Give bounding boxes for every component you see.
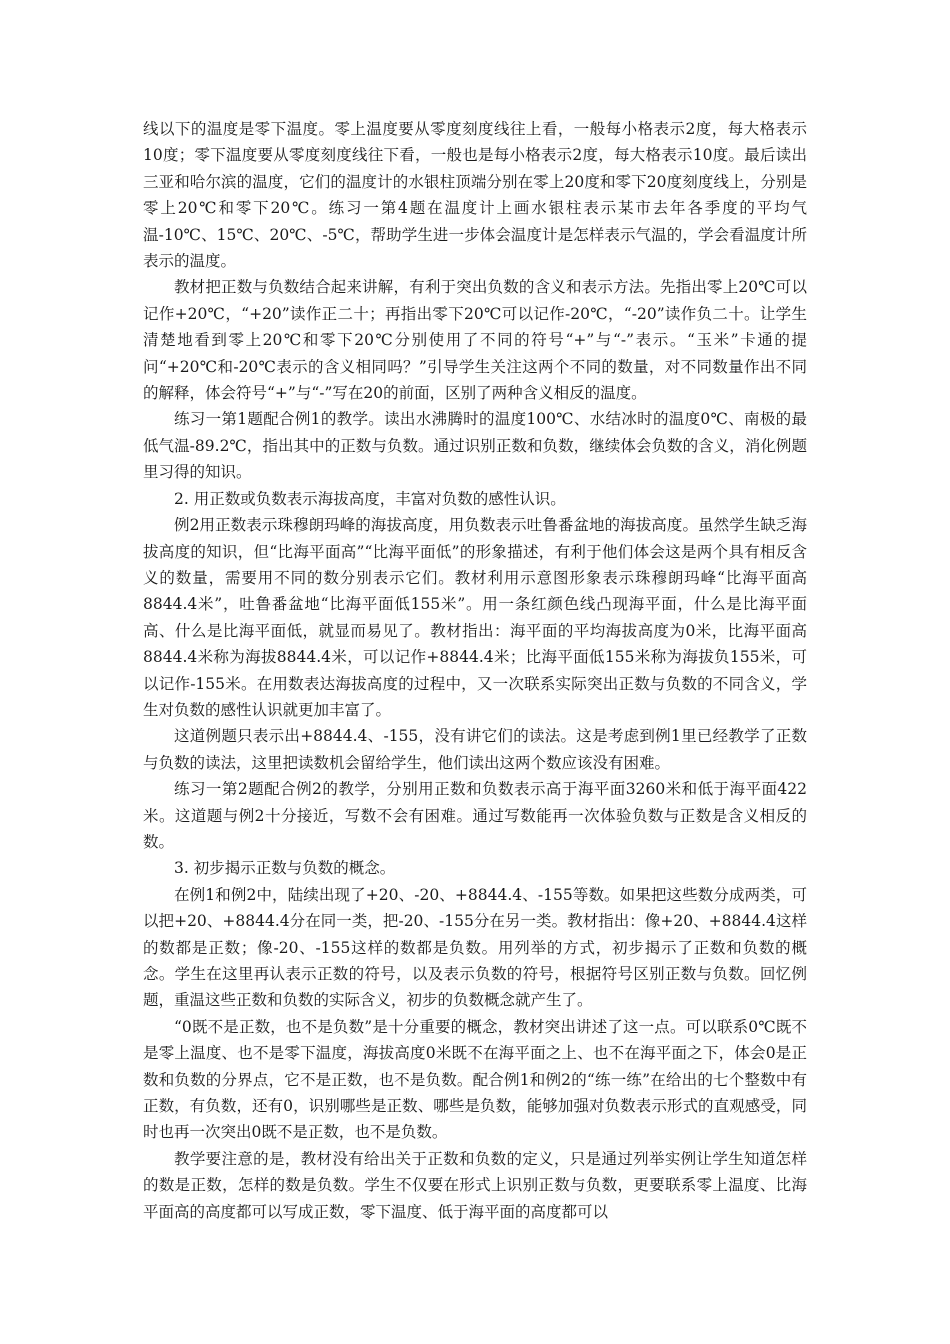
paragraph-positive-negative-intro: 教材把正数与负数结合起来讲解，有利于突出负数的含义和表示方法。先指出零上20℃可以记作+20℃，“+20”读作正二十；再指出零下20℃可以记作-20℃，“-20”读作负二十。让学生清楚地看到零上20℃和零下20℃分别使用了不同的符号“+”与“-”表示。“玉米”卡通的提问“+20℃和-20℃表示的含义相同吗？”引导学生关注这两个不同的数量，对不同数量作出不同的解释，体会符号“+”与“-”写在20的前面，区别了两种含义相反的温度。: [143, 278, 807, 403]
paragraph-thermometer-reading: 线以下的温度是零下温度。零上温度要从零度刻度线往上看，一般每小格表示2度，每大格表示10度；零下温度要从零度刻度线往下看，一般也是每小格表示2度，每大格表示10度。最后读出三亚和哈尔滨的温度，它们的温度计的水银柱顶端分别在零上20度和零下20度刻度线上，分别是零上20℃和零下20℃。练习一第4题在温度计上画水银柱表示某市去年各季度的平均气温-10℃、15℃、20℃、-5℃，帮助学生进一步体会温度计是怎样表示气温的，学会看温度计所表示的温度。: [143, 120, 807, 271]
section-heading-concept: 3. 初步揭示正数与负数的概念。: [174, 859, 396, 878]
paragraph-reading-numbers: 这道例题只表示出+8844.4、-155，没有讲它们的读法。这是考虑到例1里已经教学了正数与负数的读法，这里把读数机会留给学生，他们读出这两个数应该没有困难。: [143, 727, 807, 772]
document-page: [143, 116, 807, 1225]
paragraph-exercise-2: 练习一第2题配合例2的教学，分别用正数和负数表示高于海平面3260米和低于海平面422米。这道题与例2十分接近，写数不会有困难。通过写数能再一次体验负数与正数是含义相反的数。: [143, 780, 807, 851]
paragraph-classification: 在例1和例2中，陆续出现了+20、-20、+8844.4、-155等数。如果把这些数分成两类，可以把+20、+8844.4分在同一类，把-20、-155分在另一类。教材指出：像+20、+8844.4这样的数都是正数；像-20、-155这样的数都是负数。用列举的方式，初步揭示了正数和负数的概念。学生在这里再认表示正数的符号，以及表示负数的符号，根据符号区别正数与负数。回忆例题，重温这些正数和负数的实际含义，初步的负数概念就产生了。: [143, 885, 807, 1010]
paragraph-exercise-1: 练习一第1题配合例1的教学。读出水沸腾时的温度100℃、水结冰时的温度0℃、南极的最低气温-89.2℃，指出其中的正数与负数。通过识别正数和负数，继续体会负数的含义，消化例题里习得的知识。: [143, 410, 807, 482]
paragraph-teaching-note: 教学要注意的是，教材没有给出关于正数和负数的定义，只是通过列举实例让学生知道怎样的数是正数，怎样的数是负数。学生不仅要在形式上识别正数与负数，更要联系零上温度、比海平面高的高度都可以写成正数，零下温度、低于海平面的高度都可以: [143, 1149, 807, 1221]
section-heading-altitude: 2. 用正数或负数表示海拔高度，丰富对负数的感性认识。: [174, 489, 566, 508]
paragraph-example-2: 例2用正数表示珠穆朗玛峰的海拔高度，用负数表示吐鲁番盆地的海拔高度。虽然学生缺乏海拔高度的知识，但“比海平面高”“比海平面低”的形象描述，有利于他们体会这是两个具有相反含义的数量，需要用不同的数分别表示它们。教材利用示意图形象表示珠穆朗玛峰“比海平面高8844.4米”，吐鲁番盆地“比海平面低155米”。用一条红颜色线凸现海平面，什么是比海平面高、什么是比海平面低，就显而易见了。教材指出：海平面的平均海拔高度为0米，比海平面高8844.4米称为海拔8844.4米，可以记作+8844.4米；比海平面低155米称为海拔负155米，可以记作-155米。在用数表达海拔高度的过程中，又一次联系实际突出正数与负数的不同含义，学生对负数的感性认识就更加丰富了。: [143, 516, 807, 719]
paragraph-zero: “0既不是正数，也不是负数”是十分重要的概念，教材突出讲述了这一点。可以联系0℃既不是零上温度、也不是零下温度，海拔高度0米既不在海平面之上、也不在海平面之下，体会0是正数和负数的分界点，它不是正数，也不是负数。配合例1和例2的“练一练”在给出的七个整数中有正数，有负数，还有0，识别哪些是正数、哪些是负数，能够加强对负数表示形式的直观感受，同时也再一次突出0既不是正数，也不是负数。: [143, 1017, 807, 1142]
